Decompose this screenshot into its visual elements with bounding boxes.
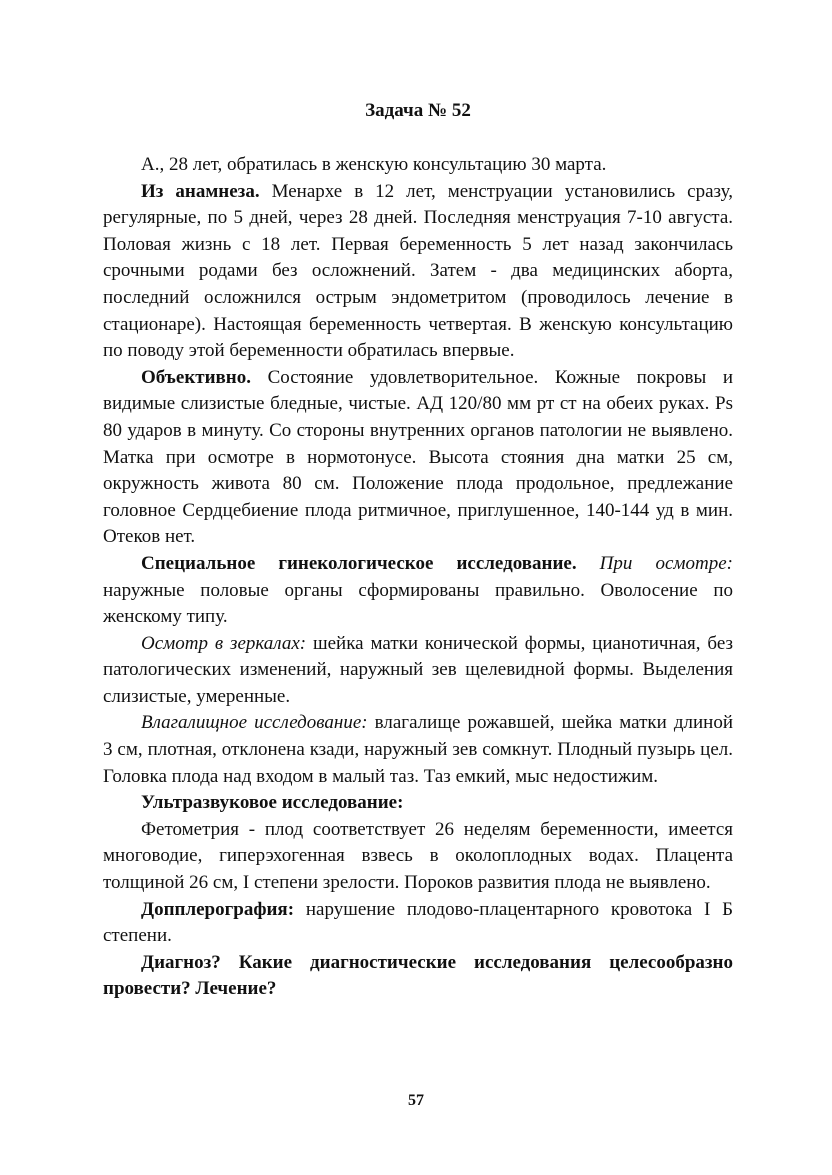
- page-number: 57: [408, 1092, 424, 1109]
- objective-heading: Объективно.: [141, 366, 252, 388]
- speculum-paragraph: [103, 631, 733, 711]
- doppler-text: нарушение плодово-плацентарного кровотока I Б степени.: [103, 898, 733, 947]
- task-title: Задача № 52: [365, 100, 471, 121]
- ultrasound-heading: Ультразвуковое исследование:: [141, 792, 404, 814]
- anamnesis-text: Менархе в 12 лет, менструации установились сразу, регулярные, по 5 дней, через 28 дней. Последняя менструация 7-10 августа. Половая жизнь с 18 лет. Первая беременность 5 лет назад закончилась срочными родами без осложнений. Затем - два медицинских аборта, последний осложнился острым эндометритом (проводилось лечение в стационаре). Настоящая беременность четвертая. В женскую консультацию по поводу этой беременности обратилась впервые.: [103, 180, 733, 362]
- anamnesis-heading: Из анамнеза.: [141, 180, 260, 202]
- vaginal-exam-paragraph: [103, 710, 733, 790]
- special-exam-heading: Специальное гинекологическое исследование.: [141, 552, 577, 574]
- objective-paragraph: [103, 365, 733, 551]
- anamnesis-paragraph: [103, 179, 733, 365]
- special-exam-text: наружные половые органы сформированы правильно. Оволосение по женскому типу.: [103, 579, 733, 628]
- intro-paragraph: А., 28 лет, обратилась в женскую консультацию 30 марта.: [141, 154, 607, 175]
- special-exam-paragraph: [103, 551, 733, 631]
- ultrasound-paragraph: Фетометрия - плод соответствует 26 неделям беременности, имеется многоводие, гиперэхогенная взвесь в околоплодных водах. Плацента толщиной 26 см, I степени зрелости. Пороков развития плода не выявлено.: [103, 818, 733, 894]
- speculum-text: шейка матки конической формы, цианотичная, без патологических изменений, наружный зев щелевидной формы. Выделения слизистые, умеренные.: [103, 632, 734, 707]
- vaginal-exam-text: влагалище рожавшей, шейка матки длиной 3 см, плотная, отклонена кзади, наружный зев сомкнут. Плодный пузырь цел. Головка плода над входом в малый таз. Таз емкий, мыс недостижим.: [103, 712, 733, 787]
- task-page: [103, 98, 733, 1003]
- speculum-label: Осмотр в зеркалах:: [141, 632, 307, 654]
- question-paragraph: Диагноз? Какие диагностические исследования целесообразно провести? Лечение?: [103, 951, 733, 1000]
- doppler-paragraph: [103, 897, 733, 950]
- special-exam-sublabel: При осмотре:: [576, 552, 734, 574]
- vaginal-exam-label: Влагалищное исследование:: [141, 712, 368, 734]
- doppler-heading: Допплерография:: [141, 898, 295, 920]
- objective-text: Состояние удовлетворительное. Кожные покровы и видимые слизистые бледные, чистые. АД 120/80 мм рт ст на обеих руках. Ps 80 ударов в минуту. Со стороны внутренних органов патологии не выявлено. Матка при осмотре в нормотонусе. Высота стояния дна матки 25 см, окружность живота 80 см. Положение плода продольное, предлежание головное Сердцебиение плода ритмичное, приглушенное, 140-144 уд в мин. Отеков нет.: [103, 366, 733, 548]
